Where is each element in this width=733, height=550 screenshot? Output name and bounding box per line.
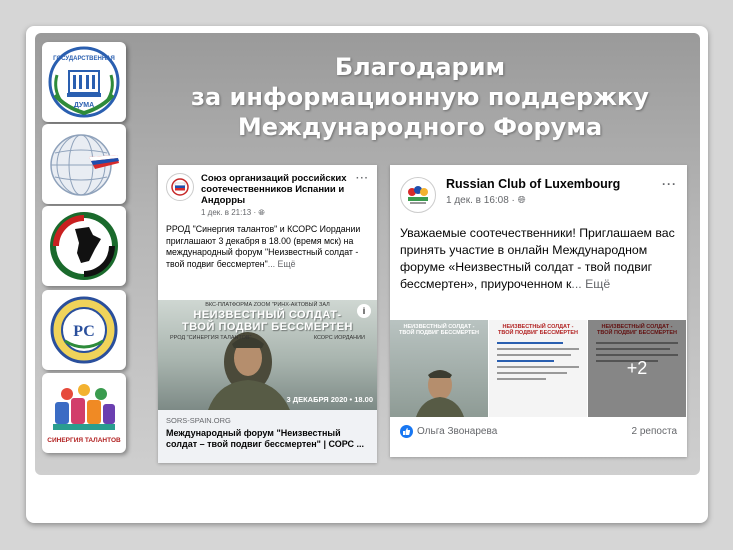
post-left-image-topline: ВКС-ПЛАТФОРМА ZOOM "РИНХ-АКТОВЫЙ ЗАЛ bbox=[205, 302, 330, 308]
photo-tile-1-title: НЕИЗВЕСТНЫЙ СОЛДАТ - ТВОЙ ПОДВИГ БЕССМЕРТЕН bbox=[399, 324, 479, 336]
title-line-1: Благодарим bbox=[334, 53, 506, 81]
post-left bbox=[158, 165, 377, 463]
sinergia-caption: СИНЕРГИЯ ТАЛАНТОВ bbox=[47, 437, 121, 444]
post-right-time-text[interactable]: 1 дек. в 16:08 · bbox=[446, 195, 518, 206]
soldier-thumbnail-icon bbox=[390, 347, 488, 417]
photo-tile-3[interactable] bbox=[588, 320, 686, 417]
reposts-count[interactable]: 2 репоста bbox=[631, 426, 677, 437]
state-duma-emblem-icon bbox=[45, 45, 123, 119]
post-left-image-org-left: РРОД "СИНЕРГИЯ ТАЛАНТОВ" bbox=[170, 335, 252, 341]
post-left-author[interactable]: Союз организаций российских соотечественников Испании и Андорры bbox=[201, 173, 347, 206]
slide-title bbox=[160, 52, 680, 142]
title-line-3: Международного Форума bbox=[237, 113, 603, 141]
post-left-time bbox=[201, 208, 356, 218]
liked-by-name[interactable]: Ольга Звонарева bbox=[417, 426, 498, 437]
rsvsu-logo bbox=[42, 290, 126, 370]
post-left-avatar[interactable] bbox=[166, 173, 194, 201]
title-line-2: за информационную поддержку bbox=[191, 83, 649, 111]
rsvsu-emblem-icon bbox=[45, 293, 123, 367]
jordan-map-icon bbox=[45, 209, 123, 283]
like-icon[interactable] bbox=[400, 425, 413, 438]
post-right-photo-mosaic bbox=[390, 320, 687, 417]
duma-caption-bottom: ДУМА bbox=[73, 102, 95, 109]
post-right bbox=[390, 165, 687, 457]
post-left-text-body: РРОД "Синергия талантов" и КСОРС Иордании приглашают 3 декабря в 18.00 (время мск) на международный форум "Неизвестный солдат - твой подвиг бессмертен" bbox=[166, 224, 361, 269]
post-right-text bbox=[390, 213, 687, 311]
globe-icon bbox=[45, 127, 123, 201]
post-right-more-button[interactable]: ··· bbox=[662, 177, 677, 191]
post-left-image-headline-2: ТВОЙ ПОДВИГ БЕССМЕРТЕН bbox=[182, 321, 353, 333]
post-left-image-date: 3 ДЕКАБРЯ 2020 • 18.00 bbox=[286, 395, 373, 404]
post-left-link-domain: SORS-SPAIN.ORG bbox=[166, 416, 231, 425]
post-right-avatar[interactable] bbox=[400, 177, 436, 213]
post-left-link-title: Международный форум "Неизвестный солдат – твой подвиг бессмертен" | СОРС ... bbox=[166, 428, 365, 449]
post-left-image-headline-1: НЕИЗВЕСТНЫЙ СОЛДАТ- bbox=[193, 309, 342, 321]
post-right-see-more-link[interactable]: ... Ещё bbox=[571, 277, 611, 291]
more-photos-overlay[interactable]: +2 bbox=[588, 320, 686, 417]
thumbs-up-icon bbox=[400, 425, 413, 438]
post-left-see-more-link[interactable]: ... Ещё bbox=[267, 258, 296, 269]
post-right-text-body: Уважаемые соотечественники! Приглашаем вас принять участие в онлайн Международном форуме «Неизвестный солдат - твой подвиг бессмертен», приуроченном к bbox=[400, 226, 675, 291]
sinergia-talantov-logo bbox=[42, 373, 126, 453]
state-duma-logo bbox=[42, 42, 126, 122]
rsvsu-caption: РС bbox=[73, 323, 95, 340]
russian-club-logo-icon bbox=[403, 180, 433, 210]
post-right-author[interactable]: Russian Club of Luxembourg bbox=[446, 177, 621, 191]
globe-logo bbox=[42, 124, 126, 204]
post-left-more-button[interactable]: ··· bbox=[356, 173, 369, 184]
photo-tile-2[interactable] bbox=[489, 320, 587, 417]
sors-logo-icon bbox=[170, 177, 190, 197]
globe-privacy-icon: 🌐︎ bbox=[258, 208, 265, 217]
sinergia-talantov-icon bbox=[45, 376, 123, 450]
post-left-image[interactable] bbox=[158, 300, 377, 410]
info-icon[interactable]: i bbox=[357, 304, 371, 318]
photo-tile-2-lines bbox=[497, 342, 579, 380]
post-right-footer bbox=[400, 425, 677, 438]
jordan-map-logo bbox=[42, 206, 126, 286]
post-left-link-preview[interactable] bbox=[158, 410, 377, 463]
duma-caption-top: ГОСУДАРСТВЕННАЯ bbox=[53, 56, 115, 62]
photo-tile-2-title: НЕИЗВЕСТНЫЙ СОЛДАТ - ТВОЙ ПОДВИГ БЕССМЕРТЕН bbox=[498, 324, 578, 336]
post-left-image-org-right: КСОРС ИОРДАНИИ bbox=[313, 335, 365, 341]
photo-tile-1[interactable] bbox=[390, 320, 488, 417]
post-right-time bbox=[446, 195, 662, 206]
globe-privacy-icon-right: 🌐︎ bbox=[517, 195, 526, 206]
post-left-text bbox=[158, 218, 377, 284]
post-left-time-text[interactable]: 1 дек. в 21:13 · bbox=[201, 208, 259, 217]
photo-tile-3-title: НЕИЗВЕСТНЫЙ СОЛДАТ - ТВОЙ ПОДВИГ БЕССМЕРТЕН bbox=[597, 324, 677, 336]
